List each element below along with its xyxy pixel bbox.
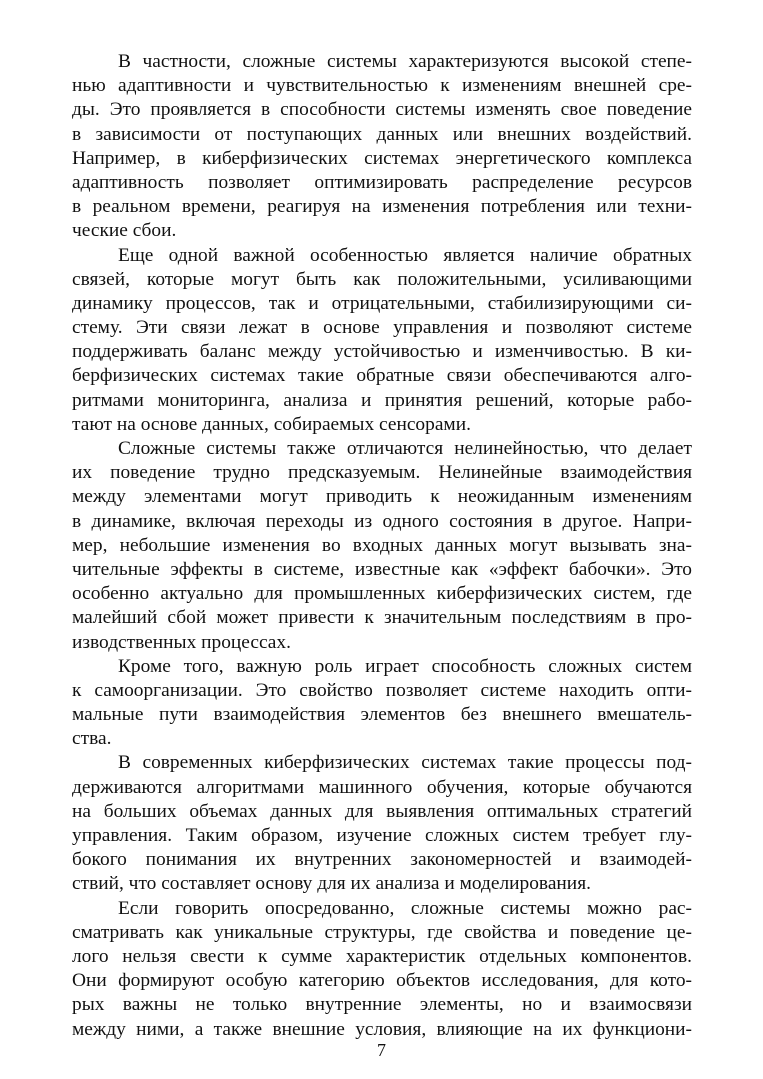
text-line: особенно актуально для промышленных киберфизических систем, где bbox=[72, 583, 692, 605]
paragraph-nonlinearity bbox=[72, 437, 692, 655]
paragraph-feedback bbox=[72, 244, 692, 438]
text-line: лого нельзя свести к сумме характеристик отдельных компонентов. bbox=[72, 945, 692, 967]
text-line: ствий, что составляет основу для их анализа и моделирования. bbox=[72, 873, 591, 895]
text-line: в реальном времени, реагируя на изменения потребления или техни- bbox=[72, 196, 692, 218]
paragraph-adaptivity bbox=[72, 50, 692, 244]
text-line: бокого понимания их внутренних закономерностей и взаимодей- bbox=[72, 849, 692, 871]
text-line: ства. bbox=[72, 728, 112, 750]
text-line: ческие сбои. bbox=[72, 220, 177, 242]
text-line: В частности, сложные системы характеризуются высокой степе- bbox=[118, 51, 692, 72]
text-line: стему. Эти связи лежат в основе управления и позволяют системе bbox=[72, 317, 692, 339]
text-line: тают на основе данных, собираемых сенсорами. bbox=[72, 413, 471, 435]
text-line: нью адаптивности и чувствительностью к изменениям внешней сре- bbox=[72, 75, 692, 97]
text-line: изводственных процессах. bbox=[72, 631, 291, 653]
text-line: Например, в киберфизических системах энергетического комплекса bbox=[72, 147, 692, 169]
text-line: между ними, а также внешние условия, влияющие на их функциони- bbox=[72, 1018, 692, 1040]
paragraph-unique-structures bbox=[72, 897, 692, 1042]
text-line: ды. Это проявляется в способности системы изменять свое поведение bbox=[72, 99, 692, 121]
text-line: держиваются алгоритмами машинного обучения, которые обучаются bbox=[72, 776, 692, 798]
text-line: Кроме того, важную роль играет способность сложных систем bbox=[118, 655, 692, 677]
text-line: берфизических системах такие обратные связи обеспечиваются алго- bbox=[72, 365, 692, 387]
text-line: к самоорганизации. Это свойство позволяет системе находить опти- bbox=[72, 679, 692, 701]
text-line: в динамике, включая переходы из одного состояния в другое. Напри- bbox=[72, 510, 692, 532]
paragraph-self-organization bbox=[72, 655, 692, 752]
text-line: связей, которые могут быть как положительными, усиливающими bbox=[72, 268, 692, 290]
text-line: Сложные системы также отличаются нелинейностью, что делает bbox=[118, 438, 692, 459]
text-line: чительные эффекты в системе, известные как «эффект бабочки». Это bbox=[72, 558, 692, 580]
page-number: 7 bbox=[377, 1040, 386, 1060]
text-line: ритмами мониторинга, анализа и принятия решений, которые рабо- bbox=[72, 389, 692, 411]
text-line: в зависимости от поступающих данных или внешних воздействий. bbox=[72, 123, 692, 145]
body-text bbox=[72, 50, 692, 1042]
text-line: адаптивность позволяет оптимизировать распределение ресурсов bbox=[72, 171, 692, 193]
text-line: мер, небольшие изменения во входных данных могут вызывать зна- bbox=[72, 534, 692, 556]
text-line: поддерживать баланс между устойчивостью и изменчивостью. В ки- bbox=[72, 341, 692, 363]
paragraph-machine-learning bbox=[72, 751, 692, 896]
text-line: между элементами могут приводить к неожиданным изменениям bbox=[72, 486, 692, 508]
text-line: Если говорить опосредованно, сложные системы можно рас- bbox=[118, 897, 692, 919]
text-line: на больших объемах данных для выявления оптимальных стратегий bbox=[72, 800, 692, 822]
text-line: динамику процессов, так и отрицательными, стабилизирующими си- bbox=[72, 292, 692, 314]
text-line: сматривать как уникальные структуры, где свойства и поведение це- bbox=[72, 921, 692, 943]
text-line: мальные пути взаимодействия элементов без внешнего вмешатель- bbox=[72, 704, 692, 726]
text-line: рых важны не только внутренние элементы, но и взаимосвязи bbox=[72, 994, 692, 1016]
text-line: Еще одной важной особенностью является наличие обратных bbox=[118, 244, 692, 266]
text-line: их поведение трудно предсказуемым. Нелинейные взаимодействия bbox=[72, 462, 692, 484]
text-line: малейший сбой может привести к значительным последствиям в про- bbox=[72, 607, 692, 629]
text-line: Они формируют особую категорию объектов исследования, для кото- bbox=[72, 970, 692, 992]
text-line: управления. Таким образом, изучение сложных систем требует глу- bbox=[72, 825, 692, 846]
text-line: В современных киберфизических системах такие процессы под- bbox=[118, 752, 692, 774]
